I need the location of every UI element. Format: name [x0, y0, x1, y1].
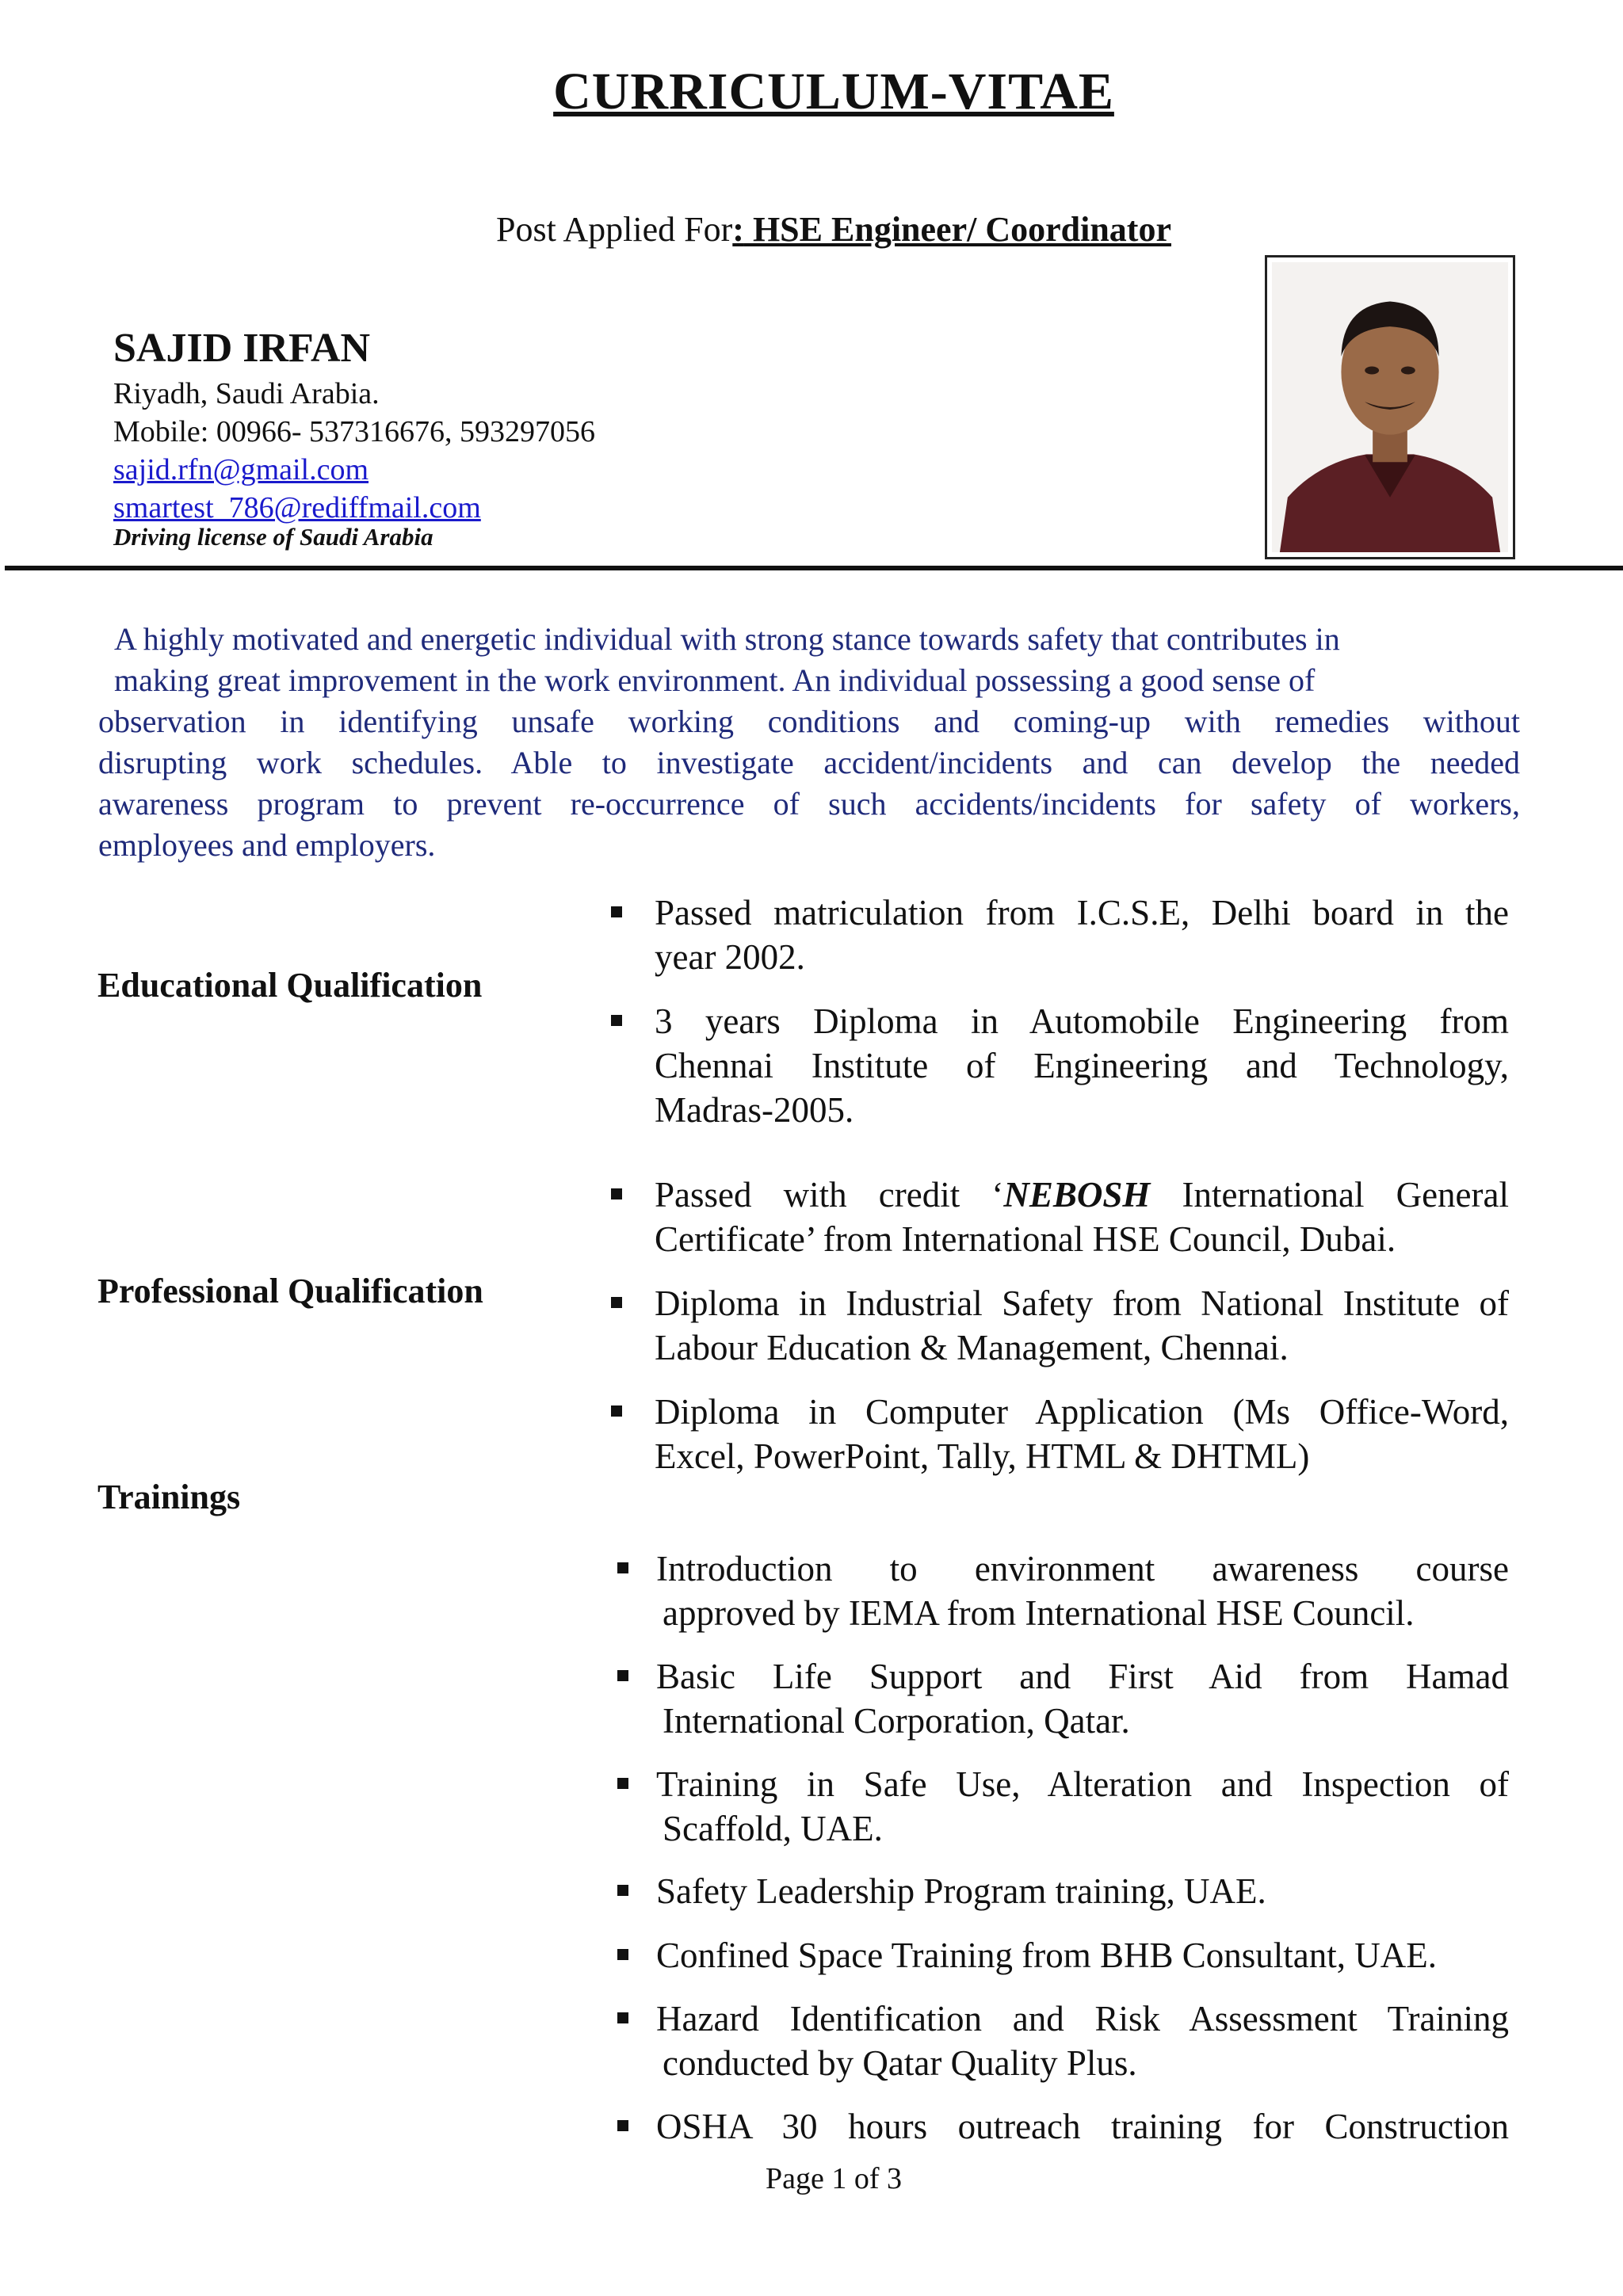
bullet-icon — [611, 1188, 622, 1199]
bullet-icon — [617, 1949, 628, 1960]
section-title-professional: Professional Qualification — [97, 1272, 483, 1310]
document-title: CURRICULUM-VITAE — [553, 63, 1114, 120]
header-divider — [5, 566, 1623, 570]
email-link-secondary[interactable]: smartest_786@rediffmail.com — [113, 491, 481, 524]
professional-item: Diploma in Computer Application (Ms Office-Word, Excel, PowerPoint, Tally, HTML & DHTML) — [655, 1390, 1509, 1478]
training-item: Confined Space Training from BHB Consultant, UAE. — [656, 1933, 1509, 1978]
bullet-icon — [617, 2012, 628, 2023]
training-item: Training in Safe Use, Alteration and Inspection of Scaffold, UAE. — [656, 1762, 1509, 1851]
profile-photo — [1265, 255, 1515, 559]
section-title-trainings: Trainings — [97, 1478, 241, 1516]
summary-line-3: observation in identifying unsafe working conditions and coming-up with remedies without — [98, 704, 1520, 739]
training-item: OSHA 30 hours outreach training for Construction — [656, 2104, 1509, 2149]
post-label: Post Applied For — [496, 210, 733, 249]
candidate-name: SAJID IRFAN — [113, 326, 371, 371]
post-applied — [0, 209, 1623, 250]
bullet-icon — [611, 1405, 622, 1417]
mobile-number: Mobile: 00966- 537316676, 593297056 — [113, 415, 595, 448]
professional-item: Diploma in Industrial Safety from National Institute of Labour Education & Management, Chennai. — [655, 1281, 1509, 1370]
portrait-illustration — [1272, 262, 1508, 552]
location: Riyadh, Saudi Arabia. — [113, 377, 380, 410]
bullet-icon — [617, 1562, 628, 1573]
training-item: Hazard Identification and Risk Assessment Training conducted by Qatar Quality Plus. — [656, 1997, 1509, 2085]
bullet-icon — [617, 2120, 628, 2131]
summary-line-4: disrupting work schedules. Able to investigate accident/incidents and can develop the needed — [98, 745, 1520, 780]
training-item: Safety Leadership Program training, UAE. — [656, 1869, 1509, 1913]
education-item: Passed matriculation from I.C.S.E, Delhi board in the year 2002. — [655, 891, 1509, 979]
bullet-icon — [617, 1670, 628, 1681]
summary-line-2: making great improvement in the work environment. An individual possessing a good sense of — [114, 662, 1316, 698]
professional-item: Passed with credit ‘NEBOSH International General Certificate’ from International HSE Council, Dubai. — [655, 1173, 1509, 1261]
page-number: Page 1 of 3 — [765, 2162, 903, 2195]
summary-line-6: employees and employers. — [98, 827, 436, 863]
training-item: Introduction to environment awareness course approved by IEMA from International HSE Council. — [656, 1547, 1509, 1635]
education-item: 3 years Diploma in Automobile Engineering from Chennai Institute of Engineering and Technology, Madras-2005. — [655, 999, 1509, 1132]
post-role: HSE Engineer/ Coordinator — [743, 210, 1171, 249]
training-item: Basic Life Support and First Aid from Hamad International Corporation, Qatar. — [656, 1654, 1509, 1743]
summary-line-1: A highly motivated and energetic individual with strong stance towards safety that contributes in — [114, 621, 1340, 657]
bullet-icon — [617, 1885, 628, 1896]
bullet-icon — [611, 906, 622, 917]
section-title-education: Educational Qualification — [97, 966, 483, 1005]
email-link-primary[interactable]: sajid.rfn@gmail.com — [113, 453, 369, 486]
driving-license: Driving license of Saudi Arabia — [113, 523, 433, 551]
summary-line-5: awareness program to prevent re-occurrence of such accidents/incidents for safety of workers, — [98, 786, 1520, 822]
bullet-icon — [617, 1778, 628, 1789]
bullet-icon — [611, 1297, 622, 1308]
bullet-icon — [611, 1015, 622, 1026]
post-separator: : — [732, 210, 744, 249]
